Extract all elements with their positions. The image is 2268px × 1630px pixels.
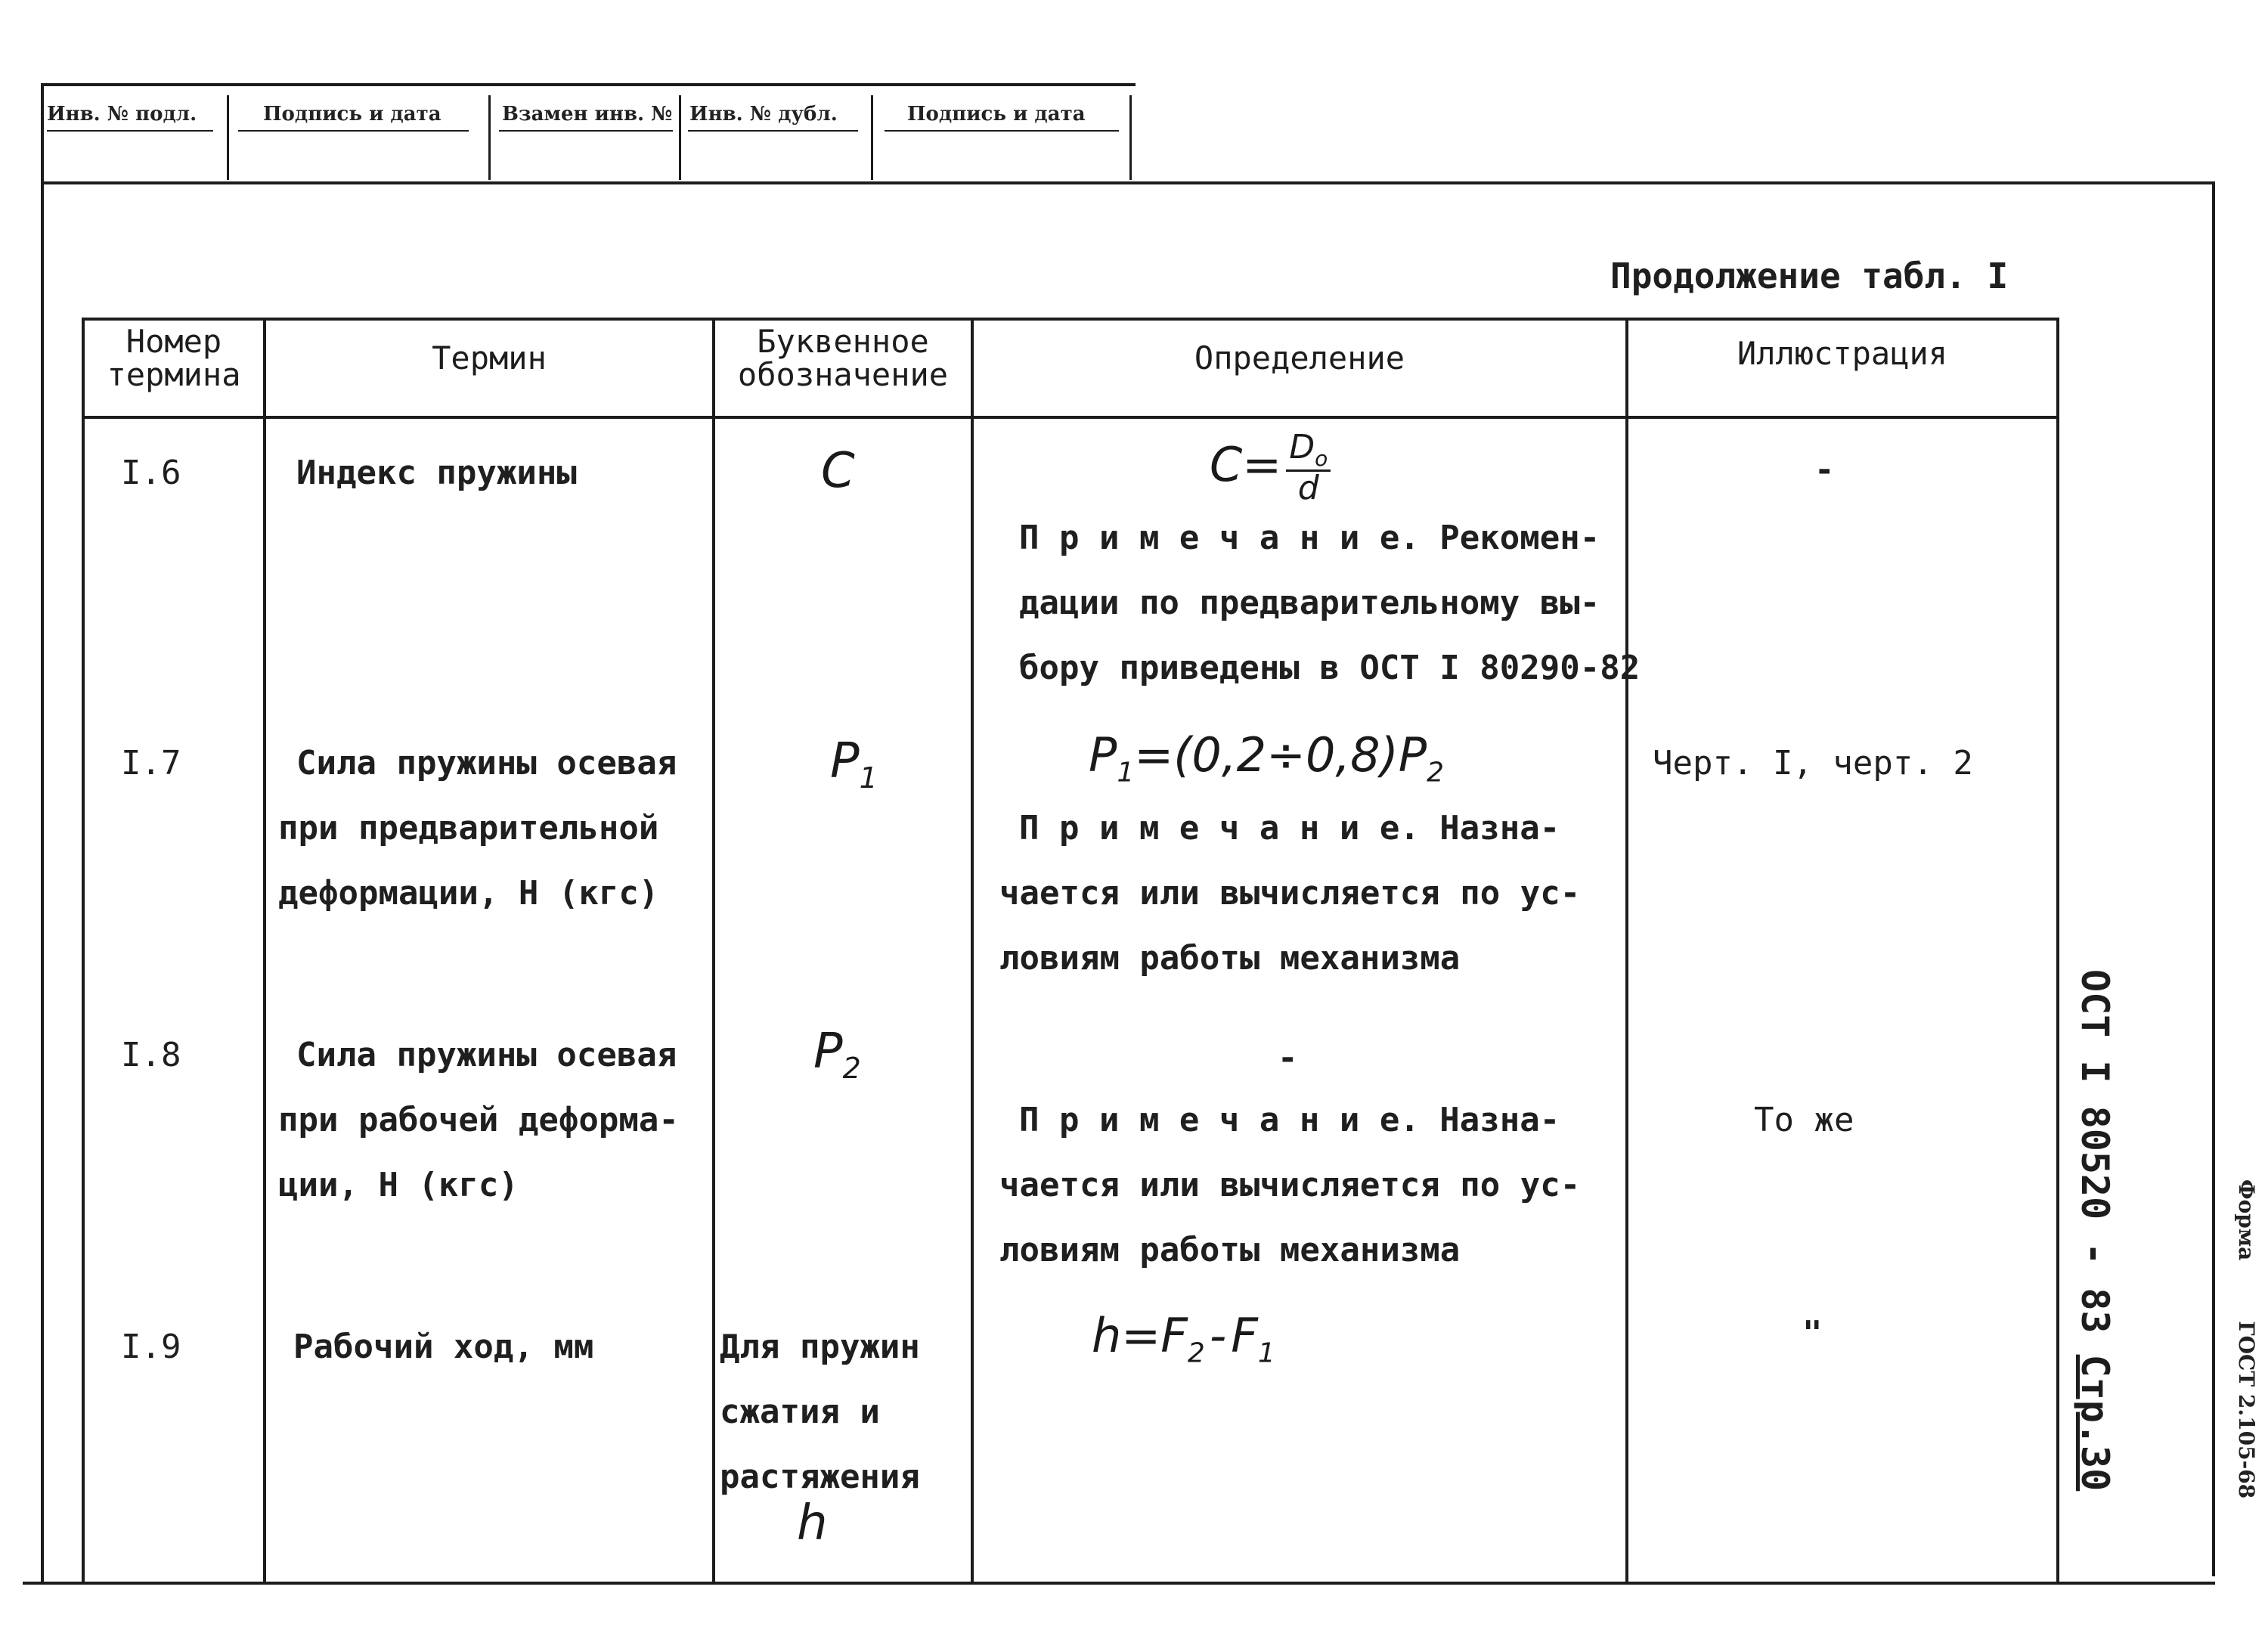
formula-term-b-sub: 1: [1257, 1337, 1275, 1369]
formula-minus: -: [1209, 1308, 1227, 1363]
stamp-divider: [679, 95, 681, 180]
formula-rhs: P: [1398, 727, 1427, 782]
table-header-separator: [82, 416, 2059, 419]
fraction-numerator: [1286, 428, 1331, 472]
symbol-base: P: [830, 733, 860, 789]
definition-formula-placeholder: -: [1278, 1039, 1298, 1077]
stamp-divider: [1129, 95, 1132, 180]
stamp-top-line: [41, 83, 1136, 86]
definition-note-line: бору приведены в ОСТ I 80290-82: [1019, 649, 1641, 687]
numerator-sub: o: [1315, 445, 1328, 471]
term-number: I.6: [121, 454, 181, 492]
frame-bottom: [23, 1582, 2215, 1585]
stamp-cell-replace-inv: Взамен инв. №: [502, 103, 673, 126]
illustration-ref: Черт. I, черт. 2: [1653, 744, 1973, 782]
fraction-denominator: d: [1297, 468, 1319, 507]
term-name: деформации, Н (кгс): [278, 874, 659, 913]
formula-fraction: [1286, 428, 1331, 507]
margin-form-note: [2234, 1179, 2259, 1498]
formula-term-b: F: [1231, 1308, 1258, 1363]
frame-right: [2212, 181, 2215, 1576]
table-col-border: [2056, 318, 2059, 1582]
header-term: Термин: [432, 339, 547, 377]
formula-lhs: C: [1210, 437, 1243, 492]
stamp-cell-inv-podl: Инв. № подл.: [47, 103, 197, 126]
stamp-cell-inv-dubl: Инв. № дубл.: [689, 103, 838, 126]
formula-lhs: h: [1092, 1308, 1122, 1363]
definition-note-line: ловиям работы механизма: [999, 939, 1461, 978]
stamp-underline: [688, 130, 858, 132]
definition-note-line: дации по предварительному вы-: [1019, 584, 1600, 622]
symbol-note-line: сжатия и: [720, 1393, 880, 1431]
term-number: I.7: [121, 744, 181, 782]
stamp-underline: [885, 130, 1119, 132]
definition-formula: C= $\frac{D_o}{d}$: [1210, 431, 1331, 505]
illustration-ref: ": [1802, 1314, 1823, 1353]
term-number: I.9: [121, 1328, 181, 1366]
stamp-underline: [47, 130, 213, 132]
term-name: ции, Н (кгс): [278, 1166, 519, 1204]
frame-top: [41, 181, 2215, 184]
header-number-line: термина: [107, 356, 241, 394]
form-standard: ГОСТ 2.105-68: [2234, 1321, 2259, 1499]
letter-symbol: [821, 443, 855, 499]
stamp-underline: [238, 130, 469, 132]
definition-note-line: ловиям работы механизма: [999, 1231, 1461, 1269]
letter-symbol: [830, 733, 878, 795]
formula-term-a-sub: 2: [1187, 1337, 1205, 1369]
header-number-line: Номер: [125, 323, 222, 360]
header-illustration: Иллюстрация: [1737, 335, 1948, 372]
doc-code: ОСТ I 80520 - 83: [2073, 969, 2117, 1334]
formula-lhs: P: [1089, 727, 1117, 782]
stamp-underline: [499, 130, 673, 132]
margin-doc-code: [2073, 969, 2117, 1491]
symbol-base: C: [821, 443, 855, 499]
symbol-note-line: Для пружин: [720, 1328, 920, 1366]
stamp-cell-signature-date: Подпись и дата: [263, 103, 442, 126]
formula-rhs-sub: 2: [1427, 757, 1445, 789]
term-name: Рабочий ход, мм: [293, 1328, 594, 1366]
definition-note-line: чается или вычисляется по ус-: [999, 874, 1581, 913]
symbol-base: P: [813, 1024, 843, 1080]
letter-symbol: [797, 1495, 828, 1551]
formula-eq: =: [1121, 1308, 1161, 1363]
table-col-border: [712, 318, 715, 1582]
page-number: Стр.30: [2073, 1354, 2117, 1492]
table-col-border: [82, 318, 85, 1582]
term-name: при предварительной: [278, 809, 659, 848]
illustration-ref: -: [1814, 451, 1835, 489]
table-col-border: [1625, 318, 1628, 1582]
stamp-cell-signature-date-2: Подпись и дата: [907, 103, 1086, 126]
term-name: при рабочей деформа-: [278, 1101, 679, 1139]
table-top-border: [82, 318, 2059, 321]
symbol-note-line: растяжения: [720, 1458, 920, 1496]
definition-note-line: П р и м е ч а н и е. Рекомен-: [1019, 519, 1600, 557]
definition-formula: [1089, 727, 1444, 788]
letter-symbol: [813, 1024, 861, 1085]
symbol-base: h: [797, 1495, 828, 1551]
table-continuation: Продолжение табл. I: [1610, 256, 2009, 296]
header-number: [89, 325, 259, 392]
symbol-sub: 2: [842, 1051, 861, 1085]
stamp-divider: [227, 95, 229, 180]
header-symbol: [715, 325, 971, 392]
term-number: I.8: [121, 1036, 181, 1074]
definition-note-line: П р и м е ч а н и е. Назна-: [1019, 1101, 1560, 1139]
table-col-border: [971, 318, 974, 1582]
definition-note-line: чается или вычисляется по ус-: [999, 1166, 1581, 1204]
form-label: Форма: [2234, 1179, 2259, 1261]
illustration-ref: То же: [1754, 1101, 1854, 1139]
term-name: Сила пружины осевая: [296, 1036, 677, 1074]
header-definition: Определение: [1194, 339, 1405, 377]
term-name: Индекс пружины: [296, 454, 577, 492]
numerator-base: D: [1289, 428, 1315, 466]
term-name: Сила пружины осевая: [296, 744, 677, 782]
stamp-divider: [871, 95, 873, 180]
definition-note-line: П р и м е ч а н и е. Назна-: [1019, 809, 1560, 848]
frame-left: [41, 83, 44, 1584]
header-symbol-line: Буквенное: [757, 323, 929, 360]
formula-lhs-sub: 1: [1117, 757, 1135, 789]
formula-term-a: F: [1160, 1308, 1188, 1363]
symbol-sub: 1: [859, 761, 878, 795]
definition-formula: [1092, 1308, 1275, 1368]
stamp-divider: [488, 95, 491, 180]
table-col-border: [263, 318, 266, 1582]
formula-range: =(0,2÷0,8): [1134, 727, 1399, 782]
header-symbol-line: обозначение: [737, 356, 949, 394]
